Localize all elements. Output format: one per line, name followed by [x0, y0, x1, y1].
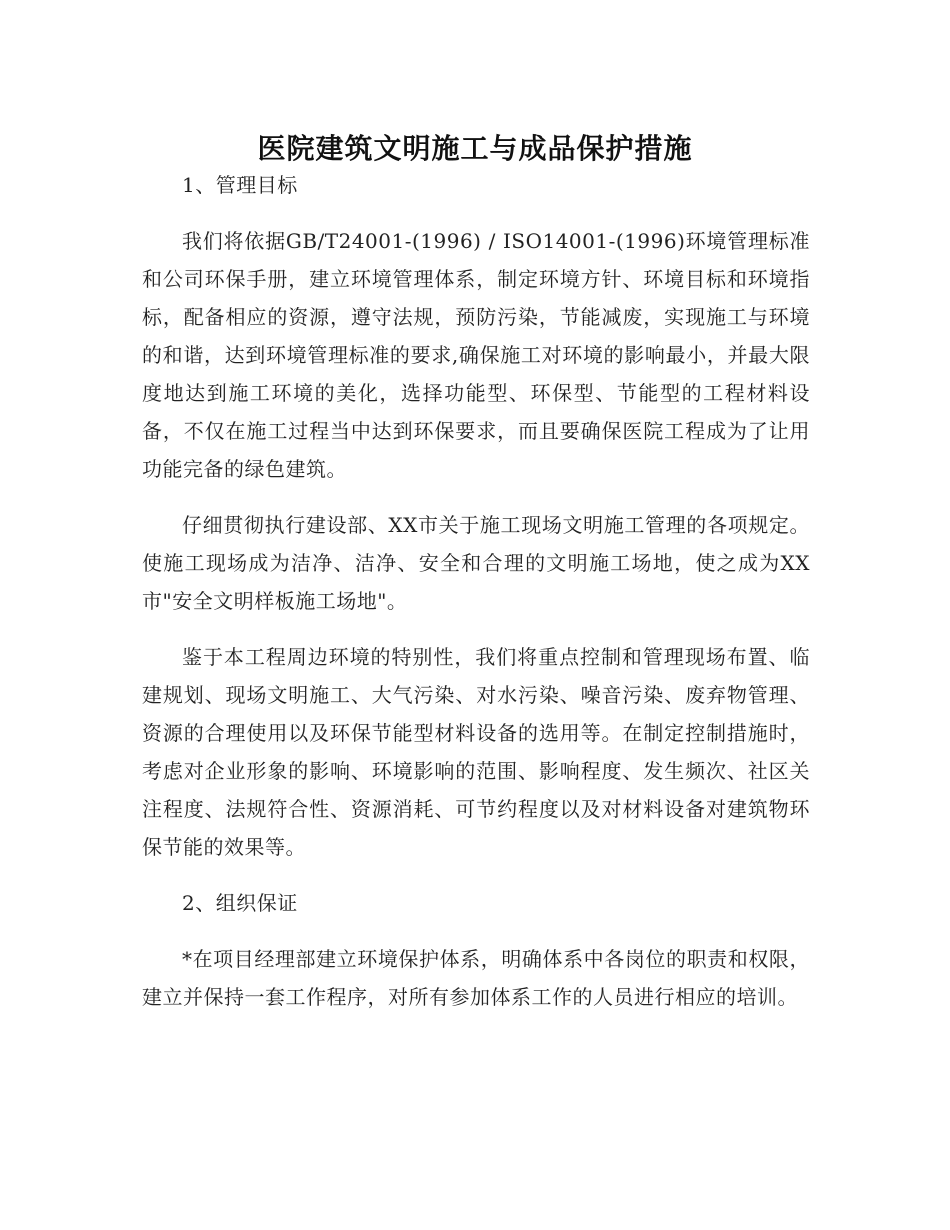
paragraph: *在项目经理部建立环境保护体系，明确体系中各岗位的职责和权限，建立并保持一套工作程序，对所有参加体系工作的人员进行相应的培训。 — [142, 947, 810, 1009]
document-title: 医院建筑文明施工与成品保护措施 — [257, 131, 693, 165]
paragraph: 鉴于本工程周边环境的特别性，我们将重点控制和管理现场布置、临建规划、现场文明施工、大气污染、对水污染、噪音污染、废弃物管理、资源的合理使用以及环保节能型材料设备的选用等。在制定控制措施时，考虑对企业形象的影响、环境影响的范围、影响程度、发生频次、社区关注程度、法规符合性、资源消耗、可节约程度以及对材料设备对建筑物环保节能的效果等。 — [142, 645, 810, 859]
section-heading-management-goals: 1、管理目标 — [182, 173, 298, 197]
paragraph: 仔细贯彻执行建设部、XX市关于施工现场文明施工管理的各项规定。使施工现场成为洁净、洁净、安全和合理的文明施工场地，使之成为XX市"安全文明样板施工场地"。 — [142, 513, 810, 613]
section-heading-organization: 2、组织保证 — [182, 891, 298, 915]
paragraph: 我们将依据GB/T24001-(1996) / ISO14001-(1996)环境管理标准和公司环保手册，建立环境管理体系，制定环境方针、环境目标和环境指标，配备相应的资源，遵守法规，预防污染，节能减废，实现施工与环境的和谐，达到环境管理标准的要求,确保施工对环境的影响最小，并最大限度地达到施工环境的美化，选择功能型、环保型、节能型的工程材料设备，不仅在施工过程当中达到环保要求，而且要确保医院工程成为了让用功能完备的绿色建筑。 — [142, 229, 810, 481]
document-body — [142, 166, 810, 1034]
